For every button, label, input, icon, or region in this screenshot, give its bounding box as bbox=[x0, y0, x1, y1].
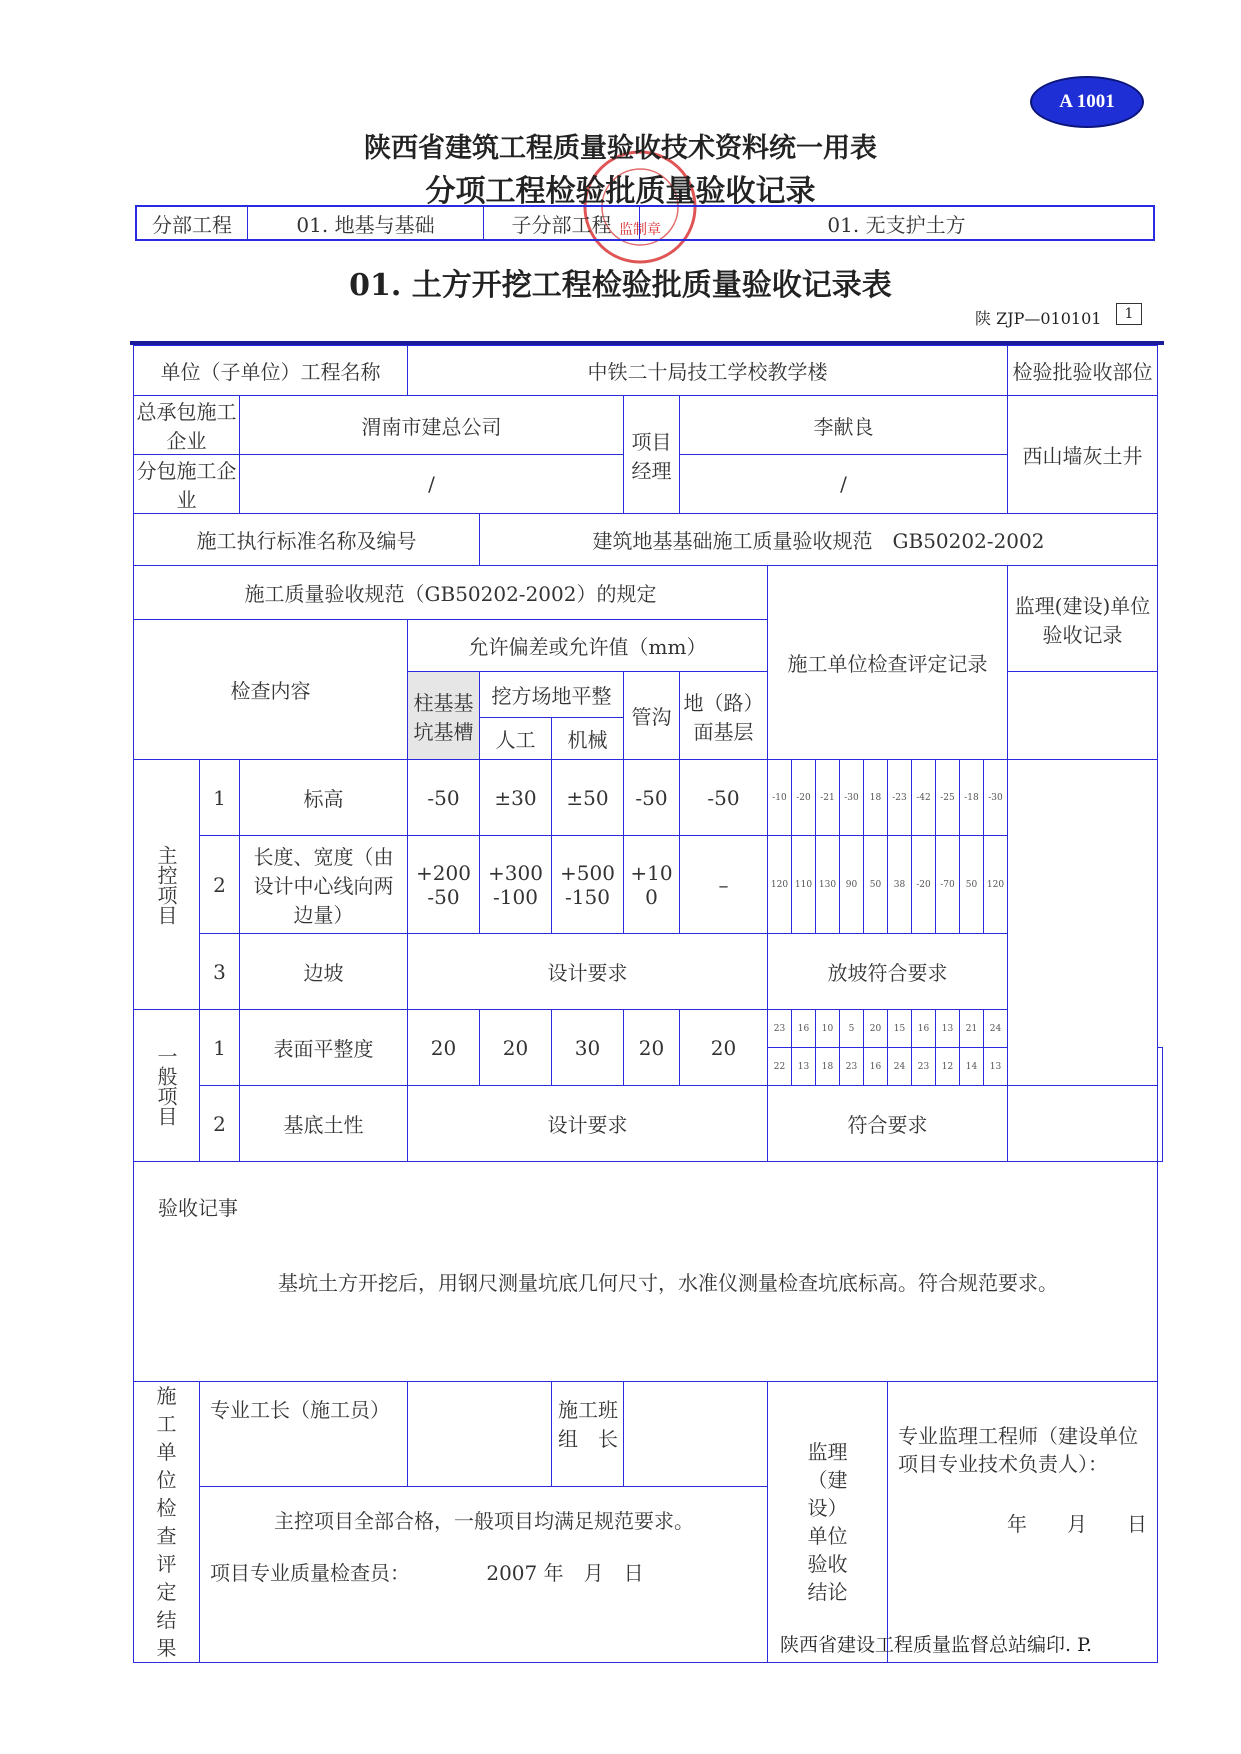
measure-cell: 10 bbox=[816, 1010, 840, 1048]
supervisor-empty-cell bbox=[1008, 672, 1158, 760]
inspection-location-value: 西山墙灰土井 bbox=[1008, 396, 1158, 514]
inspector-date: 2007 年 月 日 bbox=[486, 1561, 644, 1586]
standard-label: 施工执行标准名称及编号 bbox=[134, 514, 480, 566]
inspector-line bbox=[210, 1557, 757, 1586]
tolerance-value: ±50 bbox=[552, 760, 624, 836]
acceptance-notes bbox=[134, 1162, 1158, 1382]
measure-cell: 38 bbox=[888, 836, 912, 934]
requirement: 设计要求 bbox=[408, 934, 768, 1010]
project-manager-value: 李献良 bbox=[680, 396, 1008, 455]
measure-cell: -30 bbox=[840, 760, 864, 836]
row-no: 2 bbox=[200, 836, 240, 934]
tolerance-value: ±30 bbox=[480, 760, 552, 836]
subcontractor-value: / bbox=[240, 455, 624, 514]
measure-cell: 50 bbox=[960, 836, 984, 934]
measure-cell: 15 bbox=[888, 1010, 912, 1048]
tolerance-value: – bbox=[680, 836, 768, 934]
measure-cell: -20 bbox=[912, 836, 936, 934]
team-leader-signature bbox=[624, 1382, 768, 1487]
row-no: 3 bbox=[200, 934, 240, 1010]
standard-value: 建筑地基基础施工质量验收规范 GB50202-2002 bbox=[480, 514, 1158, 566]
tolerance-value: 30 bbox=[552, 1010, 624, 1086]
measure-cell: -20 bbox=[792, 760, 816, 836]
tolerance-value: 20 bbox=[680, 1010, 768, 1086]
tolerance-value: 20 bbox=[624, 1010, 680, 1086]
measure-cell: -23 bbox=[888, 760, 912, 836]
measure-cell: -25 bbox=[936, 760, 960, 836]
main-items-group: 主控项目 bbox=[134, 760, 200, 1010]
measure-cell: -30 bbox=[984, 760, 1008, 836]
measure-cell: 90 bbox=[840, 836, 864, 934]
row-no: 1 bbox=[200, 1010, 240, 1086]
form-code: 陕 ZJP—010101 bbox=[975, 309, 1102, 328]
general-items-group: 一般项目 bbox=[134, 1010, 200, 1162]
check-content-header: 检查内容 bbox=[134, 620, 408, 760]
document-title-province: 陕西省建筑工程质量验收技术资料统一用表 bbox=[364, 133, 877, 164]
supervisor-date: 年 月 日 bbox=[1007, 1512, 1147, 1536]
seal-text: 监制章 bbox=[619, 222, 661, 238]
check-result: 符合要求 bbox=[768, 1086, 1008, 1162]
general-contractor-label: 总承包施工企业 bbox=[134, 396, 240, 455]
measure-cell: 120 bbox=[768, 836, 792, 934]
measure-cell: 23 bbox=[768, 1010, 792, 1048]
requirement: 设计要求 bbox=[408, 1086, 768, 1162]
measure-cell: 18 bbox=[864, 760, 888, 836]
division-header-table bbox=[135, 205, 1155, 241]
supervisor-conclusion-label: 监理（建设）单位验收结论 bbox=[768, 1382, 888, 1663]
supervisor-record-body bbox=[1008, 760, 1158, 1086]
form-title: 01. 土方开挖工程检验批质量验收记录表 bbox=[349, 268, 892, 303]
form-id-badge: A 1001 bbox=[1030, 76, 1144, 128]
inspection-location-label: 检验批验收部位 bbox=[1008, 346, 1158, 396]
contractor-result-label: 施工单位检查评定结果 bbox=[134, 1382, 200, 1663]
measure-cell: 130 bbox=[816, 836, 840, 934]
measure-cell: 14 bbox=[960, 1048, 984, 1086]
col-road: 地（路）面基层 bbox=[680, 672, 768, 760]
subcontractor-manager-value: / bbox=[680, 455, 1008, 514]
measure-cell: 16 bbox=[912, 1010, 936, 1048]
supervisor-record-header: 监理(建设)单位验收记录 bbox=[1008, 566, 1158, 672]
measure-cell: 13 bbox=[984, 1048, 1008, 1086]
check-result: 放坡符合要求 bbox=[768, 934, 1008, 1010]
measure-cell: 13 bbox=[936, 1010, 960, 1048]
team-leader-label: 施工班组 长 bbox=[552, 1382, 624, 1487]
item-name: 标高 bbox=[240, 760, 408, 836]
measure-cell: 16 bbox=[792, 1010, 816, 1048]
tolerance-value: 20 bbox=[480, 1010, 552, 1086]
tolerance-value: -50 bbox=[680, 760, 768, 836]
col-pit: 柱基基坑基槽 bbox=[408, 672, 480, 760]
spec-header: 施工质量验收规范（GB50202-2002）的规定 bbox=[134, 566, 768, 620]
tolerance-value: -50 bbox=[408, 760, 480, 836]
division-value: 01. 地基与基础 bbox=[248, 206, 484, 240]
item-name: 表面平整度 bbox=[240, 1010, 408, 1086]
item-name: 基底土性 bbox=[240, 1086, 408, 1162]
measure-cell: -42 bbox=[912, 760, 936, 836]
col-site: 挖方场地平整 bbox=[480, 672, 624, 718]
contractor-conclusion-body bbox=[200, 1487, 768, 1663]
foreman-label: 专业工长（施工员） bbox=[200, 1382, 408, 1487]
contractor-record-header: 施工单位检查评定记录 bbox=[768, 566, 1008, 760]
tolerance-value: -50 bbox=[624, 760, 680, 836]
inspection-record-table bbox=[133, 345, 1163, 1663]
tolerance-value: +300 -100 bbox=[480, 836, 552, 934]
footer-publisher: 陕西省建设工程质量监督总站编印. P. bbox=[780, 1634, 1093, 1656]
measure-cell: 5 bbox=[840, 1010, 864, 1048]
measure-cell: -70 bbox=[936, 836, 960, 934]
general-contractor-value: 渭南市建总公司 bbox=[240, 396, 624, 455]
tolerance-value: +200 -50 bbox=[408, 836, 480, 934]
measure-cell: 12 bbox=[936, 1048, 960, 1086]
measure-cell: -10 bbox=[768, 760, 792, 836]
project-manager-label: 项目经理 bbox=[624, 396, 680, 514]
notes-text: 基坑土方开挖后，用钢尺测量坑底几何尺寸，水准仪测量检查坑底标高。符合规范要求。 bbox=[278, 1271, 1058, 1295]
measure-cell: -21 bbox=[816, 760, 840, 836]
measure-cell: 18 bbox=[816, 1048, 840, 1086]
form-number-box: 1 bbox=[1116, 303, 1142, 325]
tolerance-header: 允许偏差或允许值（mm） bbox=[408, 620, 768, 672]
item-name: 边坡 bbox=[240, 934, 408, 1010]
supervisor-record-general bbox=[1158, 1048, 1163, 1162]
measure-cell: 110 bbox=[792, 836, 816, 934]
measure-cell: 13 bbox=[792, 1048, 816, 1086]
contractor-conclusion: 主控项目全部合格，一般项目均满足规范要求。 bbox=[274, 1509, 694, 1534]
item-name: 长度、宽度（由设计中心线向两边量） bbox=[240, 836, 408, 934]
col-machine: 机械 bbox=[552, 718, 624, 760]
supervisor-engineer-label: 专业监理工程师（建设单位项目专业技术负责人）： bbox=[898, 1424, 1138, 1476]
col-manual: 人工 bbox=[480, 718, 552, 760]
row-no: 1 bbox=[200, 760, 240, 836]
notes-label: 验收记事 bbox=[158, 1196, 238, 1220]
measure-cell: 22 bbox=[768, 1048, 792, 1086]
unit-project-label: 单位（子单位）工程名称 bbox=[134, 346, 408, 396]
measure-cell: 21 bbox=[960, 1010, 984, 1048]
measure-cell: 24 bbox=[888, 1048, 912, 1086]
tolerance-value: 20 bbox=[408, 1010, 480, 1086]
inspector-label: 项目专业质量检查员： bbox=[210, 1561, 410, 1586]
subcontractor-label: 分包施工企业 bbox=[134, 455, 240, 514]
measure-cell: -18 bbox=[960, 760, 984, 836]
foreman-signature bbox=[408, 1382, 552, 1487]
measure-cell: 16 bbox=[864, 1048, 888, 1086]
measure-cell: 23 bbox=[840, 1048, 864, 1086]
document-title: 分项工程检验批质量验收记录 bbox=[425, 174, 816, 209]
measure-cell: 120 bbox=[984, 836, 1008, 934]
subdivision-label: 子分部工程 bbox=[484, 206, 640, 240]
row-no: 2 bbox=[200, 1086, 240, 1162]
measure-cell: 24 bbox=[984, 1010, 1008, 1048]
subdivision-value: 01. 无支护土方 bbox=[640, 206, 1155, 240]
col-pipe: 管沟 bbox=[624, 672, 680, 760]
measure-cell: 20 bbox=[864, 1010, 888, 1048]
unit-project-value: 中铁二十局技工学校教学楼 bbox=[408, 346, 1008, 396]
measure-cell: 23 bbox=[912, 1048, 936, 1086]
supervisor-conclusion-body bbox=[888, 1382, 1158, 1663]
division-label: 分部工程 bbox=[136, 206, 248, 240]
measure-cell: 50 bbox=[864, 836, 888, 934]
tolerance-value: +500 -150 bbox=[552, 836, 624, 934]
tolerance-value: +10 0 bbox=[624, 836, 680, 934]
